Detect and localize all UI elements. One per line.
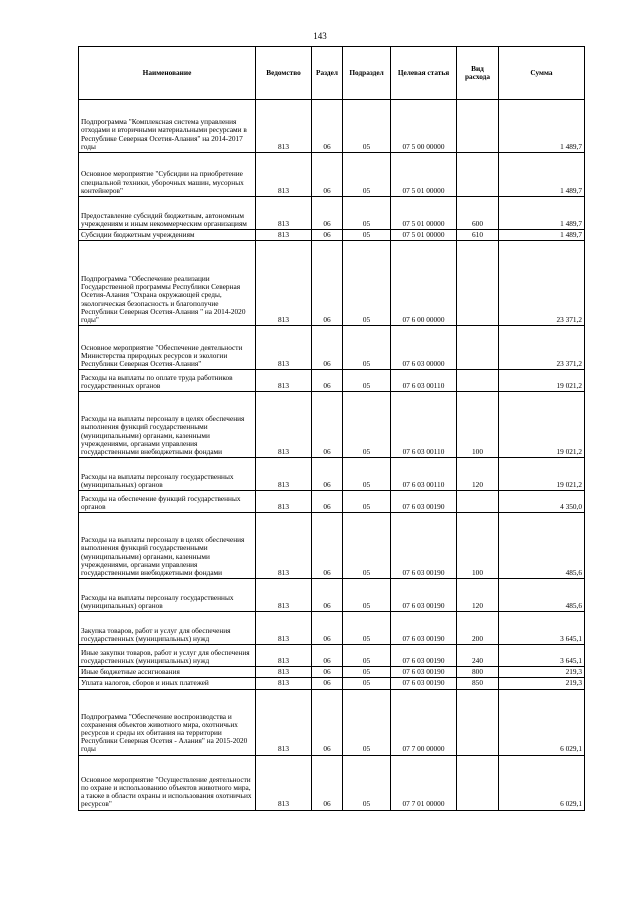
row-name: Предоставление субсидий бюджетным, автономным учреждениям и иным некоммерческим организациям xyxy=(79,197,256,230)
row-razdel: 06 xyxy=(312,755,343,810)
table-row xyxy=(79,491,585,513)
row-podrazdel: 05 xyxy=(343,370,391,392)
row-statya: 07 5 01 00000 xyxy=(391,197,457,230)
row-summa: 485,6 xyxy=(499,513,585,579)
row-vid xyxy=(457,241,499,326)
row-vedomstvo: 813 xyxy=(256,667,312,678)
row-statya: 07 6 03 00190 xyxy=(391,579,457,612)
row-podrazdel: 05 xyxy=(343,326,391,370)
row-name: Субсидии бюджетным учреждениям xyxy=(79,230,256,241)
row-vedomstvo: 813 xyxy=(256,491,312,513)
row-razdel: 06 xyxy=(312,667,343,678)
row-podrazdel: 05 xyxy=(343,612,391,645)
table-row xyxy=(79,153,585,197)
row-name: Основное мероприятие "Субсидии на приобретение специальной техники, уборочных машин, мусорных контейнеров" xyxy=(79,153,256,197)
row-statya: 07 6 00 00000 xyxy=(391,241,457,326)
row-summa: 23 371,2 xyxy=(499,326,585,370)
row-name: Иные закупки товаров, работ и услуг для обеспечения государственных (муниципальных) нужд xyxy=(79,645,256,667)
table-row xyxy=(79,326,585,370)
row-razdel: 06 xyxy=(312,100,343,153)
row-vid: 100 xyxy=(457,392,499,458)
row-statya: 07 6 03 00190 xyxy=(391,678,457,689)
row-podrazdel: 05 xyxy=(343,100,391,153)
row-podrazdel: 05 xyxy=(343,645,391,667)
header-vid: Вид расхода xyxy=(457,47,499,100)
row-vedomstvo: 813 xyxy=(256,392,312,458)
row-razdel: 06 xyxy=(312,678,343,689)
row-vedomstvo: 813 xyxy=(256,326,312,370)
table-row xyxy=(79,370,585,392)
row-summa: 1 489,7 xyxy=(499,197,585,230)
row-vid xyxy=(457,100,499,153)
row-podrazdel: 05 xyxy=(343,689,391,755)
row-vid xyxy=(457,491,499,513)
row-vedomstvo: 813 xyxy=(256,689,312,755)
row-statya: 07 6 03 00000 xyxy=(391,326,457,370)
row-summa: 1 489,7 xyxy=(499,100,585,153)
row-name: Подпрограмма "Обеспечение воспроизводства и сохранения объектов животного мира, охотничьих ресурсов и среды их обитания на территории Республики Северная Осетия - Алания" на 2015-2020 годы xyxy=(79,689,256,755)
table-row xyxy=(79,755,585,810)
row-razdel: 06 xyxy=(312,197,343,230)
row-podrazdel: 05 xyxy=(343,153,391,197)
header-vedomstvo: Ведомство xyxy=(256,47,312,100)
table-row xyxy=(79,667,585,678)
row-razdel: 06 xyxy=(312,458,343,491)
row-summa: 3 645,1 xyxy=(499,612,585,645)
row-vid xyxy=(457,153,499,197)
row-podrazdel: 05 xyxy=(343,230,391,241)
row-name: Расходы на выплаты персоналу государственных (муниципальных) органов xyxy=(79,458,256,491)
row-podrazdel: 05 xyxy=(343,579,391,612)
table-row xyxy=(79,241,585,326)
row-name: Уплата налогов, сборов и иных платежей xyxy=(79,678,256,689)
row-summa: 1 489,7 xyxy=(499,153,585,197)
header-razdel: Раздел xyxy=(312,47,343,100)
row-statya: 07 6 03 00110 xyxy=(391,392,457,458)
row-summa: 219,3 xyxy=(499,667,585,678)
row-vid: 610 xyxy=(457,230,499,241)
row-razdel: 06 xyxy=(312,370,343,392)
table-row xyxy=(79,645,585,667)
row-podrazdel: 05 xyxy=(343,513,391,579)
row-summa: 1 489,7 xyxy=(499,230,585,241)
row-vid: 600 xyxy=(457,197,499,230)
row-vid xyxy=(457,689,499,755)
row-name: Подпрограмма "Обеспечение реализации Государственной программы Республики Северная Осетия-Алания "Охрана окружающей среды, экологическая безопасность и благополучие Республики Северная Осетия-Алания " на 2014-2020 годы" xyxy=(79,241,256,326)
row-razdel: 06 xyxy=(312,513,343,579)
row-statya: 07 5 01 00000 xyxy=(391,230,457,241)
row-statya: 07 6 03 00110 xyxy=(391,458,457,491)
row-vid: 800 xyxy=(457,667,499,678)
row-razdel: 06 xyxy=(312,491,343,513)
row-vedomstvo: 813 xyxy=(256,153,312,197)
row-statya: 07 5 01 00000 xyxy=(391,153,457,197)
row-statya: 07 6 03 00190 xyxy=(391,612,457,645)
row-vid: 200 xyxy=(457,612,499,645)
row-razdel: 06 xyxy=(312,326,343,370)
row-podrazdel: 05 xyxy=(343,678,391,689)
row-razdel: 06 xyxy=(312,612,343,645)
table-row xyxy=(79,579,585,612)
row-summa: 19 021,2 xyxy=(499,458,585,491)
row-name: Иные бюджетные ассигнования xyxy=(79,667,256,678)
table-row xyxy=(79,230,585,241)
header-summa: Сумма xyxy=(499,47,585,100)
row-vid: 100 xyxy=(457,513,499,579)
budget-table xyxy=(78,46,585,811)
row-vedomstvo: 813 xyxy=(256,230,312,241)
row-podrazdel: 05 xyxy=(343,667,391,678)
page-number: 143 xyxy=(313,31,327,41)
row-summa: 23 371,2 xyxy=(499,241,585,326)
row-statya: 07 6 03 00190 xyxy=(391,667,457,678)
row-summa: 19 021,2 xyxy=(499,392,585,458)
row-vedomstvo: 813 xyxy=(256,513,312,579)
row-vid: 120 xyxy=(457,458,499,491)
row-vedomstvo: 813 xyxy=(256,241,312,326)
row-name: Расходы на выплаты по оплате труда работников государственных органов xyxy=(79,370,256,392)
row-razdel: 06 xyxy=(312,153,343,197)
row-summa: 219,3 xyxy=(499,678,585,689)
row-name: Подпрограмма "Комплексная система управления отходами и вторичными материальными ресурсами в Республике Северная Осетия-Алания" на 2014-2017 годы xyxy=(79,100,256,153)
row-statya: 07 5 00 00000 xyxy=(391,100,457,153)
row-vid: 850 xyxy=(457,678,499,689)
row-vedomstvo: 813 xyxy=(256,755,312,810)
table-row xyxy=(79,100,585,153)
row-razdel: 06 xyxy=(312,645,343,667)
row-vid xyxy=(457,326,499,370)
row-summa: 4 350,0 xyxy=(499,491,585,513)
row-statya: 07 6 03 00190 xyxy=(391,491,457,513)
row-vid xyxy=(457,755,499,810)
row-vedomstvo: 813 xyxy=(256,612,312,645)
row-summa: 6 029,1 xyxy=(499,755,585,810)
row-vedomstvo: 813 xyxy=(256,458,312,491)
row-statya: 07 7 01 00000 xyxy=(391,755,457,810)
row-vedomstvo: 813 xyxy=(256,579,312,612)
row-razdel: 06 xyxy=(312,392,343,458)
row-podrazdel: 05 xyxy=(343,197,391,230)
row-razdel: 06 xyxy=(312,230,343,241)
row-vedomstvo: 813 xyxy=(256,197,312,230)
table-row xyxy=(79,458,585,491)
row-razdel: 06 xyxy=(312,689,343,755)
table-row xyxy=(79,678,585,689)
row-vid xyxy=(457,370,499,392)
table-row xyxy=(79,612,585,645)
header-statya: Целевая статья xyxy=(391,47,457,100)
table-row xyxy=(79,689,585,755)
row-vedomstvo: 813 xyxy=(256,645,312,667)
row-summa: 485,6 xyxy=(499,579,585,612)
row-summa: 3 645,1 xyxy=(499,645,585,667)
table-row xyxy=(79,513,585,579)
header-name: Наименование xyxy=(79,47,256,100)
row-summa: 19 021,2 xyxy=(499,370,585,392)
row-summa: 6 029,1 xyxy=(499,689,585,755)
header-podrazdel: Подраздел xyxy=(343,47,391,100)
table-row xyxy=(79,197,585,230)
row-podrazdel: 05 xyxy=(343,241,391,326)
row-razdel: 06 xyxy=(312,241,343,326)
row-name: Расходы на выплаты персоналу в целях обеспечения выполнения функций государственными (муниципальными) органами, казенными учреждениями, органами управления государственными внебюджетными фондами xyxy=(79,513,256,579)
row-podrazdel: 05 xyxy=(343,458,391,491)
row-name: Расходы на обеспечение функций государственных органов xyxy=(79,491,256,513)
row-podrazdel: 05 xyxy=(343,392,391,458)
row-vid: 120 xyxy=(457,579,499,612)
row-name: Основное мероприятие "Обеспечение деятельности Министерства природных ресурсов и экологии Республики Северная Осетия-Алания" xyxy=(79,326,256,370)
row-vedomstvo: 813 xyxy=(256,100,312,153)
row-name: Расходы на выплаты персоналу государственных (муниципальных) органов xyxy=(79,579,256,612)
row-vedomstvo: 813 xyxy=(256,370,312,392)
row-vid: 240 xyxy=(457,645,499,667)
row-statya: 07 7 00 00000 xyxy=(391,689,457,755)
row-name: Расходы на выплаты персоналу в целях обеспечения выполнения функций государственными (муниципальными) органами, казенными учреждениями, органами управления государственными внебюджетными фондами xyxy=(79,392,256,458)
row-podrazdel: 05 xyxy=(343,755,391,810)
table-row xyxy=(79,392,585,458)
row-statya: 07 6 03 00110 xyxy=(391,370,457,392)
row-podrazdel: 05 xyxy=(343,491,391,513)
row-vedomstvo: 813 xyxy=(256,678,312,689)
row-statya: 07 6 03 00190 xyxy=(391,513,457,579)
row-razdel: 06 xyxy=(312,579,343,612)
row-name: Основное мероприятие "Осуществление деятельности по охране и использованию объектов животного мира, а также в области охраны и использования охотничьих ресурсов" xyxy=(79,755,256,810)
row-statya: 07 6 03 00190 xyxy=(391,645,457,667)
row-name: Закупка товаров, работ и услуг для обеспечения государственных (муниципальных) нужд xyxy=(79,612,256,645)
header-row xyxy=(79,47,585,100)
